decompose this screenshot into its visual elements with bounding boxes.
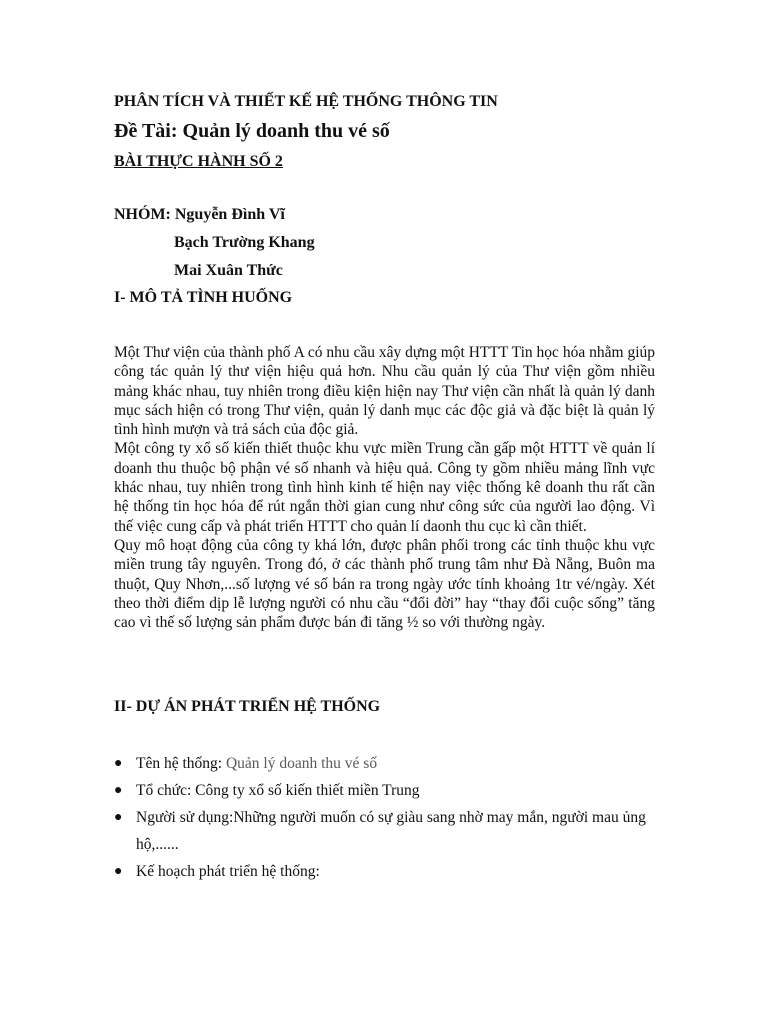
list-item	[114, 750, 655, 777]
bullet-icon: ●	[114, 810, 123, 825]
section-heading: II- DỰ ÁN PHÁT TRIỂN HỆ THỐNG	[114, 698, 381, 715]
group-member: Mai Xuân Thức	[174, 262, 283, 279]
group-member: Bạch Trường Khang	[174, 234, 315, 251]
bullet-label: Người sử dụng:Những người muốn có sự giàu sang nhờ may mắn, người mau ủng hộ,......	[136, 809, 646, 853]
paragraph: Một Thư viện của thành phố A có nhu cầu xây dựng một HTTT Tin học hóa nhằm giúp công tác quản lý thư viện hiệu quả hơn. Nhu cầu quản lý của Thư viện gồm nhiều mảng khác nhau, tuy nhiên trong điều kiện hiện nay Thư viện cần nhất là quản lý danh mục sách hiện có trong Thư viện, quản lý danh mục các độc giả và đặc biệt là quản lý tình hình mượn và trả sách của độc giả.	[114, 344, 655, 439]
main-title: PHÂN TÍCH VÀ THIẾT KẾ HỆ THỐNG THÔNG TIN	[114, 93, 498, 110]
section-heading: I- MÔ TẢ TÌNH HUỐNG	[114, 289, 293, 306]
section-body	[114, 343, 655, 632]
group-label: NHÓM: Nguyễn Đình Vĩ	[114, 206, 285, 223]
bullet-label: Kế hoạch phát triển hệ thống:	[136, 863, 320, 880]
topic-title: Đề Tài: Quản lý doanh thu vé số	[114, 120, 390, 142]
lab-title: BÀI THỰC HÀNH SỐ 2	[114, 153, 283, 170]
bullet-icon: ●	[114, 783, 123, 798]
bullet-value: Quản lý doanh thu vé số	[225, 755, 378, 772]
bullet-icon: ●	[114, 864, 123, 879]
paragraph: Quy mô hoạt động của công ty khá lớn, được phân phối trong các tỉnh thuộc khu vực miền trung tây nguyên. Trong đó, ở các thành phố trung tâm như Đà Nẵng, Buôn ma thuột, Quy Nhơn,...số lượng vé số bán ra trong ngày ước tính khoảng 1tr vé/ngày. Xét theo thời điểm dịp lễ lượng người có nhu cầu “đổi đời” hay “thay đổi cuộc sống” tăng cao vì thế số lượng sản phẩm được bán đi tăng ½ so với thường ngày.	[114, 536, 655, 632]
paragraph: Một công ty xổ số kiến thiết thuộc khu vực miền Trung cần gấp một HTTT về quản lí doanh thu thuộc bộ phận vé số nhanh và hiệu quả. Công ty gồm nhiều mảng lĩnh vực khác nhau, tuy nhiên trong tình hình kinh tế hiện nay việc thống kê doanh thu rất cần hệ thống tin học hóa để rút ngắn thời gian cung như công sức của người lao động. Vì thế việc cung cấp và phát triển HTTT cho quản lí daonh thu cục kì cần thiết.	[114, 440, 655, 535]
bullet-label: Tổ chức: Công ty xổ số kiến thiết miền Trung	[136, 782, 420, 799]
list-item	[114, 777, 655, 804]
list-item	[114, 858, 655, 885]
bullet-icon: ●	[114, 756, 123, 771]
bullet-label: Tên hệ thống:	[136, 755, 226, 772]
bullet-list	[114, 750, 655, 885]
list-item	[114, 804, 655, 858]
